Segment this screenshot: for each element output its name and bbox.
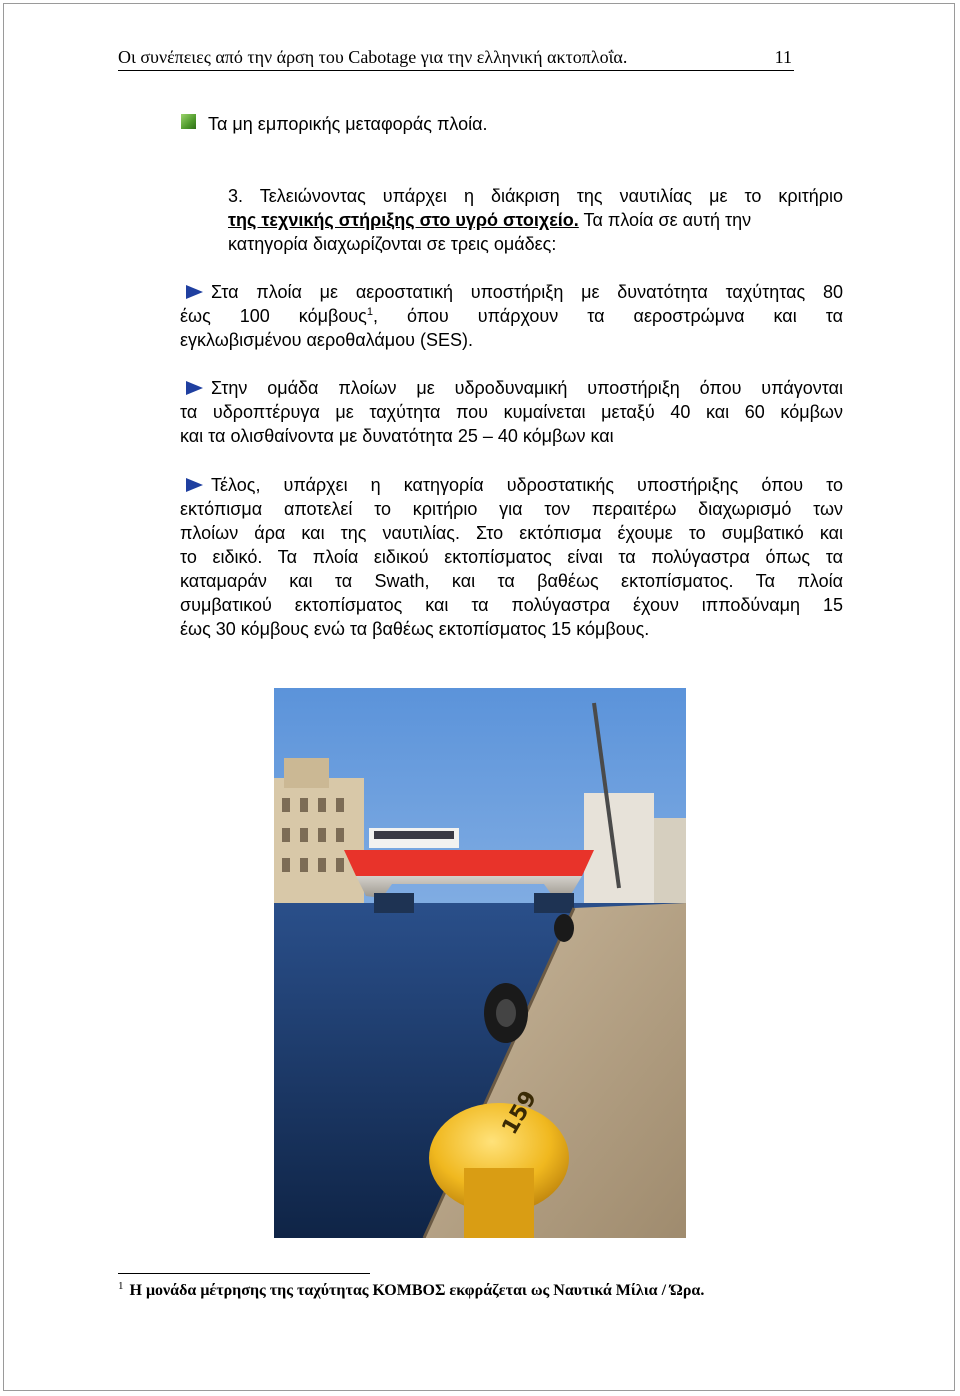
para3-line1: 3. Τελειώνοντας υπάρχει η διάκριση της ναυτιλίας με το κριτήριο xyxy=(228,186,843,206)
group3-line7: έως 30 κόμβους ενώ τα βαθέως εκτοπίσματος 15 κόμβους. xyxy=(180,619,650,639)
footnote-text: Η μονάδα μέτρησης της ταχύτητας ΚΟΜΒΟΣ εκφράζεται ως Ναυτικά Μίλια / Ώρα. xyxy=(129,1282,705,1299)
group3-line5: καταμαράν και τα Swath, και τα βαθέως εκτοπίσματος. Τα πλοία xyxy=(180,571,843,591)
group1-line2 xyxy=(180,304,843,328)
ship-hull-red xyxy=(344,850,594,876)
para3-line3: κατηγορία διαχωρίζονται σε τρεις ομάδες: xyxy=(228,234,557,254)
bollard-base xyxy=(464,1168,534,1238)
group3-line6: συμβατικού εκτοπίσματος και τα πολύγαστρα έχουν ιπποδύναμη 15 xyxy=(180,595,843,615)
blue-arrow-bullet-icon xyxy=(186,285,203,299)
footnote-rule xyxy=(118,1273,370,1274)
ship-left-hull xyxy=(374,893,414,913)
para3-line2-rest: Τα πλοία σε αυτή την xyxy=(578,210,752,230)
item-non-commercial: Τα μη εμπορικής μεταφοράς πλοία. xyxy=(208,114,488,134)
group3-line1-text: Τέλος, υπάρχει η κατηγορία υδροστατικής υποστήριξης όπου το xyxy=(211,475,843,495)
blue-arrow-bullet-icon xyxy=(186,381,203,395)
group-hydrodynamic xyxy=(180,376,843,448)
group3-line4: το ειδικό. Τα πλοία ειδικού εκτοπίσματος είναι τα πολύγαστρα όπως τα xyxy=(180,547,843,567)
ship-bridge-windows xyxy=(374,831,454,839)
catamaran-photo xyxy=(274,688,686,1238)
para3-underlined: της τεχνικής στήριξης στο υγρό στοιχείο. xyxy=(228,210,579,230)
footnote-number: 1 xyxy=(118,1280,124,1292)
building-left-top xyxy=(284,758,329,788)
group2-line2: τα υδροπτέρυγα με ταχύτητα που κυμαίνεται μεταξύ 40 και 60 κόμβων xyxy=(180,402,843,422)
group2-line1-text: Στην ομάδα πλοίων με υδροδυναμική υποστήριξη όπου υπάγονται xyxy=(211,378,843,398)
tyre-fender-far xyxy=(554,914,574,942)
group3-line1 xyxy=(180,473,843,497)
catamaran-photo-svg xyxy=(274,688,686,1238)
footnote-ref: 1 xyxy=(366,306,373,318)
header-title: Οι συνέπειες από την άρση του Cabotage για την ελληνική ακτοπλοΐα. xyxy=(118,47,628,67)
group2-line3: και τα ολισθαίνοντα με δυνατότητα 25 – 40 κόμβων και xyxy=(180,426,614,446)
running-header xyxy=(118,46,794,71)
group1-line2-a: έως 100 κόμβους xyxy=(180,306,367,326)
group-hydrostatic xyxy=(180,473,843,641)
group3-line3: πλοίων άρα και της ναυτιλίας. Στο εκτόπισμα έχουμε το συμβατικό και xyxy=(180,523,843,543)
group2-line1 xyxy=(180,376,843,400)
group3-line2: εκτόπισμα αποτελεί το κριτήριο για τον περαιτέρω διαχωρισμό των xyxy=(180,499,843,519)
footnote xyxy=(118,1282,704,1300)
page-number: 11 xyxy=(774,47,792,67)
group-aerostatic xyxy=(180,280,843,352)
green-square-bullet-icon xyxy=(181,114,196,129)
para3-line2 xyxy=(228,208,843,232)
group1-line1-text: Στα πλοία με αεροστατική υποστήριξη με δυνατότητα ταχύτητας 80 xyxy=(211,282,843,302)
group1-line1 xyxy=(180,280,843,304)
building-right-2 xyxy=(654,818,686,903)
paragraph-3 xyxy=(228,184,843,256)
bollard-number: 159 xyxy=(497,1086,543,1139)
group1-line2-b: , όπου υπάρχουν τα αεροστρώμνα και τα xyxy=(372,306,843,326)
group1-line3: εγκλωβισμένου αεροθαλάμου (SES). xyxy=(180,330,473,350)
blue-arrow-bullet-icon xyxy=(186,478,203,492)
tyre-fender-inner xyxy=(496,999,516,1027)
ship-right-hull xyxy=(534,893,574,913)
